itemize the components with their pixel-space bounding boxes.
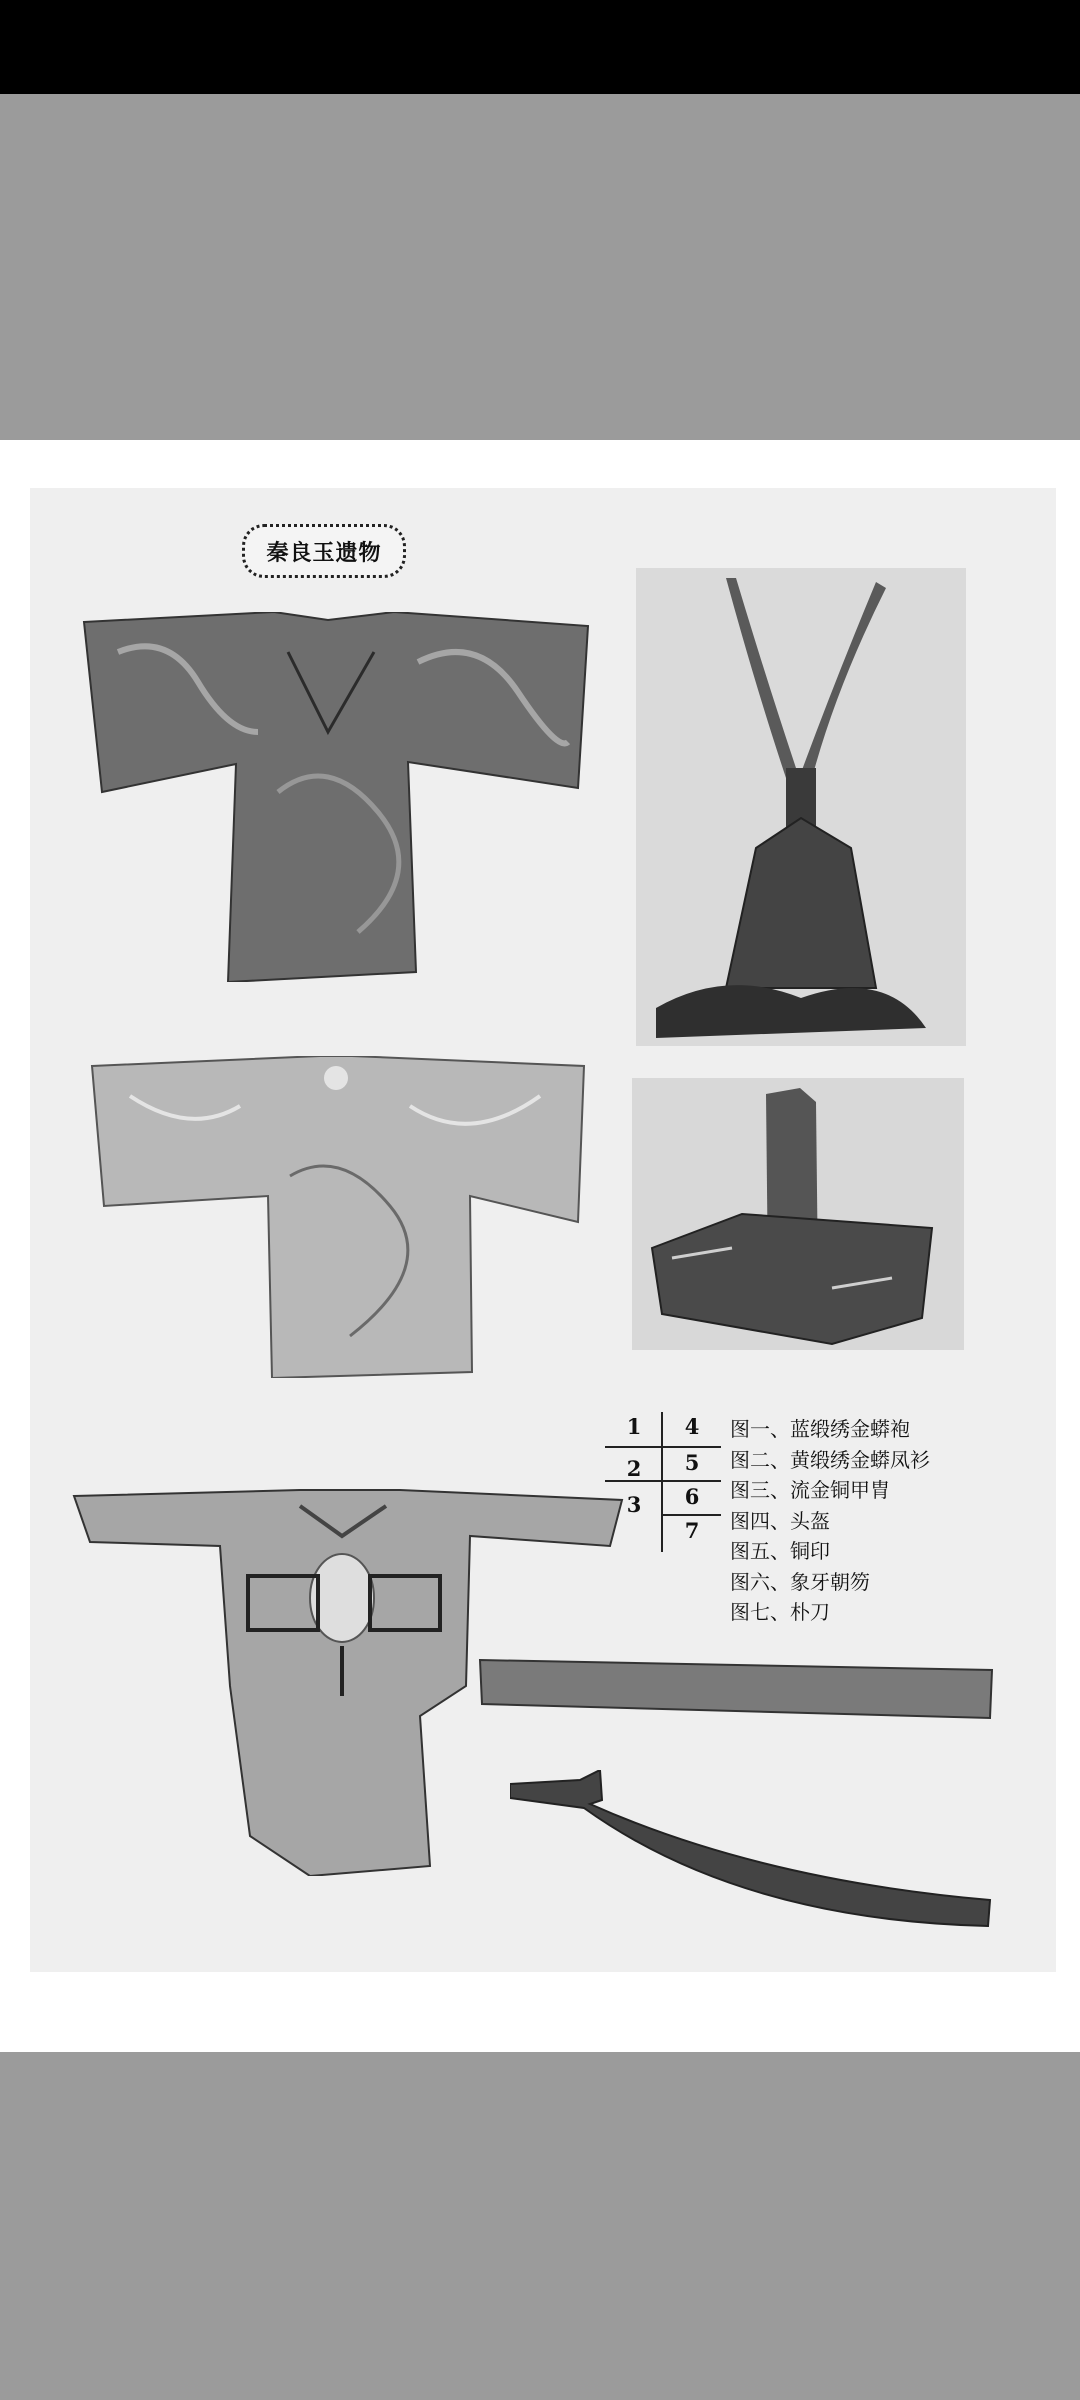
key-number: 4 [684,1414,700,1439]
key-divider [661,1514,721,1516]
page-title: 秦良玉遗物 [242,524,406,578]
caption-line: 图一、蓝缎绣金蟒袍 [730,1417,910,1441]
document-page[interactable] [30,488,1056,1972]
viewer-bottom-margin [0,2052,1080,2400]
key-number: 6 [684,1484,700,1509]
key-number: 5 [684,1450,700,1475]
caption-line: 图五、铜印 [730,1539,830,1563]
status-bar [0,0,1080,94]
caption-line: 图七、朴刀 [730,1600,830,1624]
key-number: 1 [626,1414,642,1439]
key-number: 2 [626,1456,642,1481]
key-number: 7 [684,1518,700,1543]
key-number: 3 [626,1492,642,1517]
figure-7-sword-photo [510,1770,992,1930]
figure-6-tablet-photo [478,1656,994,1720]
caption-line: 图三、流金铜甲胄 [730,1478,890,1502]
figure-5-seal-photo [632,1078,964,1350]
figure-1-robe-photo [78,612,598,982]
key-divider-vertical [661,1412,663,1552]
caption-line: 图六、象牙朝笏 [730,1569,870,1594]
figure-2-garment-photo [90,1056,586,1378]
key-divider [605,1446,721,1448]
figure-captions [730,1414,930,1628]
caption-line: 图二、黄缎绣金蟒凤衫 [730,1447,930,1472]
figure-4-helmet-photo [636,568,966,1046]
viewer-top-margin [0,94,1080,440]
caption-line: 图四、头盔 [730,1508,830,1533]
